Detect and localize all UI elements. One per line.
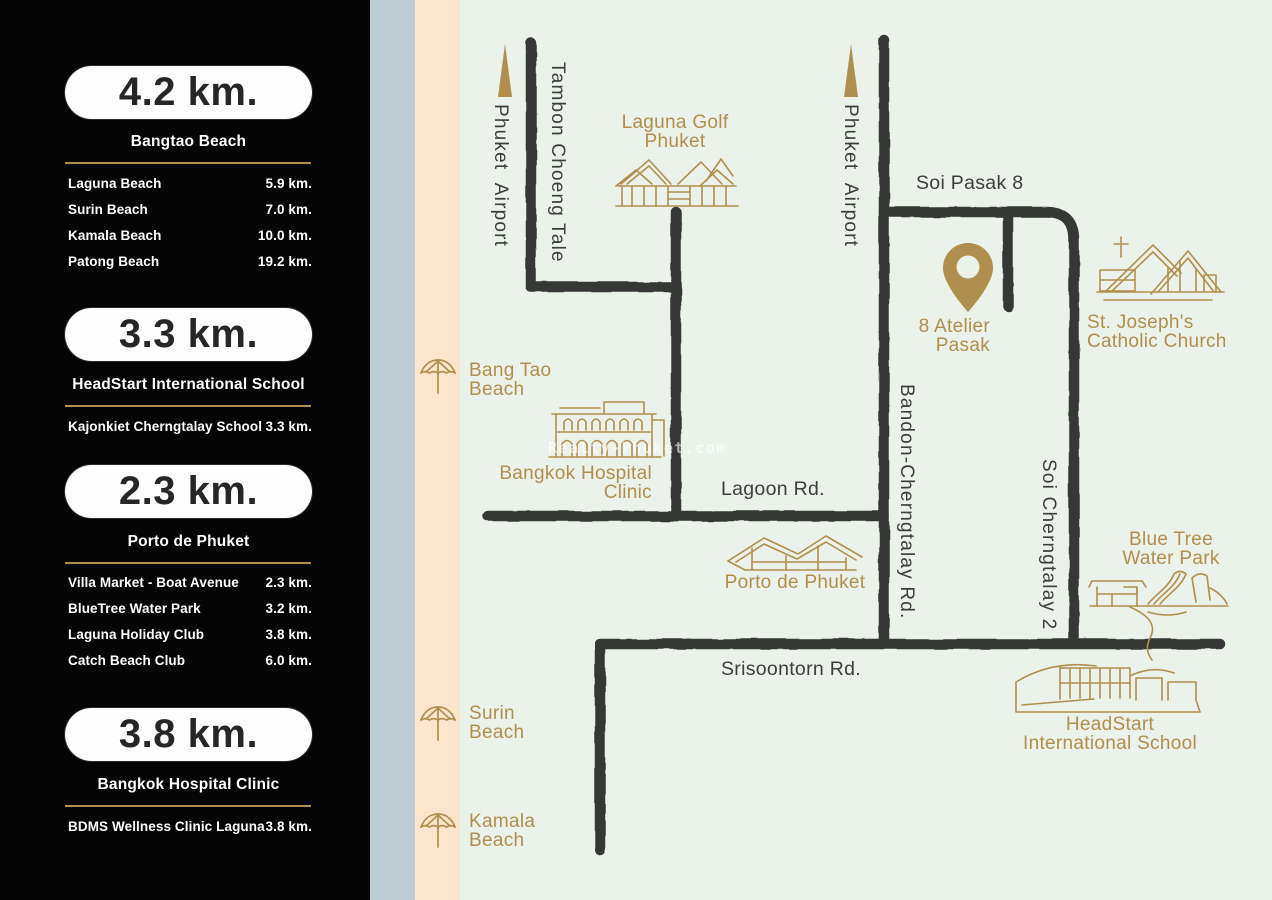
place-name: Kajonkiet Cherngtalay School xyxy=(68,419,263,434)
divider xyxy=(65,162,311,164)
place-distance: 3.8 km. xyxy=(265,627,312,642)
direction-label-phuket-airport-left: Phuket Airport xyxy=(490,104,511,248)
place-label-kamala-beach: Kamala Beach xyxy=(469,811,536,851)
place-distance: 3.2 km. xyxy=(265,601,312,616)
place-label-headstart-school: HeadStart International School xyxy=(1023,714,1197,754)
place-label-surin-beach: Surin Beach xyxy=(469,703,525,743)
place-name: Laguna Beach xyxy=(68,176,162,191)
distance-badge xyxy=(65,708,312,761)
place-name: Laguna Holiday Club xyxy=(68,627,205,642)
distance-value: 2.3 km. xyxy=(118,469,259,513)
distance-panel xyxy=(0,0,371,900)
place-name: Kamala Beach xyxy=(68,228,162,243)
place-label-bangkok-hospital: Bangkok Hospital Clinic xyxy=(499,463,652,503)
place-name: Surin Beach xyxy=(68,202,148,217)
list-item xyxy=(68,819,312,834)
place-label-blue-tree: Blue Tree Water Park xyxy=(1122,529,1220,569)
section-title: Bangtao Beach xyxy=(130,133,247,150)
place-name: Patong Beach xyxy=(68,254,160,269)
place-label-laguna-golf: Laguna Golf Phuket xyxy=(621,112,729,152)
peach-stripe xyxy=(415,0,460,900)
list-item xyxy=(68,653,312,668)
road-label-srisoontorn: Srisoontorn Rd. xyxy=(721,658,861,680)
list-item xyxy=(68,419,312,434)
place-distance: 19.2 km. xyxy=(257,254,312,269)
blue-stripe xyxy=(370,0,415,900)
divider xyxy=(65,405,311,407)
list-item xyxy=(68,601,312,616)
distance-value: 4.2 km. xyxy=(118,70,259,114)
place-name: Villa Market - Boat Avenue xyxy=(68,575,239,590)
distance-value: 3.8 km. xyxy=(118,712,259,756)
road-label-soi-pasak-8: Soi Pasak 8 xyxy=(916,172,1024,194)
divider xyxy=(65,805,311,807)
distance-badge xyxy=(65,465,312,518)
section-title: Bangkok Hospital Clinic xyxy=(97,776,280,793)
list-item xyxy=(68,575,312,590)
place-distance: 6.0 km. xyxy=(265,653,312,668)
place-distance: 2.3 km. xyxy=(265,575,312,590)
distance-value: 3.3 km. xyxy=(118,312,259,356)
road-label-soi-cherngtalay-2: Soi Cherngtalay 2 xyxy=(1038,459,1059,631)
place-distance: 3.3 km. xyxy=(265,419,312,434)
list-item xyxy=(68,627,312,642)
distance-badge xyxy=(65,66,312,119)
place-name: Catch Beach Club xyxy=(68,653,186,668)
distance-badge xyxy=(65,308,312,361)
place-label-st-josephs: St. Joseph's Catholic Church xyxy=(1087,312,1227,352)
section-title: Porto de Phuket xyxy=(127,533,250,550)
section-title: HeadStart International School xyxy=(72,376,305,393)
place-name: BlueTree Water Park xyxy=(68,601,201,616)
place-name: BDMS Wellness Clinic Laguna xyxy=(68,819,265,834)
place-label-bang-tao-beach: Bang Tao Beach xyxy=(469,360,552,400)
direction-label-phuket-airport-right: Phuket Airport xyxy=(840,104,861,248)
road-label-bandon-cherngtalay: Bandon-Cherngtalay Rd. xyxy=(896,384,917,620)
place-label-porto-de-phuket: Porto de Phuket xyxy=(724,572,866,593)
place-distance: 3.8 km. xyxy=(265,819,312,834)
place-distance: 7.0 km. xyxy=(265,202,312,217)
place-label-atelier-pasak: 8 Atelier Pasak xyxy=(918,316,990,356)
road-label-lagoon: Lagoon Rd. xyxy=(721,478,825,500)
list-item xyxy=(68,202,312,217)
watermark: Realty-Phuket.com xyxy=(548,439,728,457)
place-distance: 5.9 km. xyxy=(265,176,312,191)
list-item xyxy=(68,228,312,243)
road-label-tambon-choeng-tale: Tambon Choeng Tale xyxy=(547,62,568,263)
list-item xyxy=(68,254,312,269)
place-distance: 10.0 km. xyxy=(257,228,312,243)
divider xyxy=(65,562,311,564)
list-item xyxy=(68,176,312,191)
